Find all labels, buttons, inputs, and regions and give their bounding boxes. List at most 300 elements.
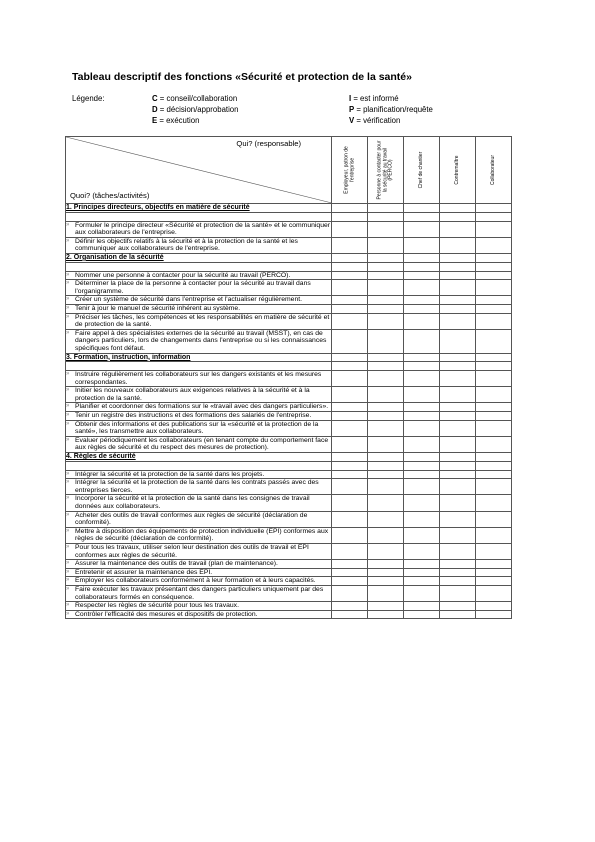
assignment-cell[interactable] [368, 577, 404, 586]
table-row [66, 527, 512, 543]
bullet-icon: » [66, 304, 70, 311]
assignment-cell[interactable] [440, 403, 476, 412]
task-cell [66, 403, 332, 412]
table-row [66, 403, 512, 412]
table-row [66, 610, 512, 619]
assignment-cell[interactable] [440, 577, 476, 586]
task-cell [66, 479, 332, 495]
assignment-cell[interactable] [476, 304, 512, 313]
assignment-cell[interactable] [404, 353, 440, 362]
task-text: Formuler le principe directeur «Sécurité et protection de la santé» et le communiquer aux collaborateurs de l'entreprise. [75, 221, 331, 237]
task-text: Initier les nouveaux collaborateurs aux exigences relatives à la sécurité et à la protection de la santé. [75, 387, 310, 402]
bullet-icon: » [66, 371, 70, 378]
assignment-cell[interactable] [440, 585, 476, 601]
task-cell [66, 602, 332, 611]
assignment-cell[interactable] [404, 403, 440, 412]
assignment-cell[interactable] [440, 313, 476, 329]
assignment-cell[interactable] [404, 585, 440, 601]
assignment-cell[interactable] [368, 403, 404, 412]
column-header-contremaitre: Contremaître [440, 137, 476, 204]
assignment-cell[interactable] [476, 511, 512, 527]
table-row [66, 511, 512, 527]
task-text: Pour tous les travaux, utiliser selon leur destination des outils de travail et EPI conformes aux règles de sécurité. [75, 543, 309, 559]
assignment-cell[interactable] [368, 585, 404, 601]
assignment-cell[interactable] [476, 280, 512, 296]
assignment-cell[interactable] [332, 271, 368, 280]
assignment-cell[interactable] [404, 543, 440, 559]
task-cell [66, 296, 332, 305]
assignment-cell[interactable] [440, 461, 476, 470]
task-text: Obtenir des informations et des publications sur la «sécurité et la protection de la santé», les transmettre aux collaborateurs. [75, 420, 319, 436]
task-text: Faire appel à des spécialistes externes de la sécurité au travail (MSST), en cas de dangers particuliers, lors de changements dans l'entreprise ou si les connaissances spécifiques font défaut. [75, 329, 327, 352]
task-text: Créer un système de sécurité dans l'entreprise et l'actualiser régulièrement. [75, 296, 302, 304]
assignment-cell[interactable] [368, 271, 404, 280]
bullet-icon: » [66, 543, 70, 550]
task-cell [66, 527, 332, 543]
table-row [66, 479, 512, 495]
assignment-cell[interactable] [368, 568, 404, 577]
assignment-cell[interactable] [332, 511, 368, 527]
task-text: Acheter des outils de travail conformes aux règles de sécurité (déclaration de conformité). [75, 511, 308, 527]
section-header-row [66, 253, 512, 262]
assignment-cell[interactable] [332, 436, 368, 452]
task-cell [66, 568, 332, 577]
assignment-cell[interactable] [476, 387, 512, 403]
assignment-cell[interactable] [440, 253, 476, 262]
assignment-cell[interactable] [476, 568, 512, 577]
assignment-cell[interactable] [440, 221, 476, 237]
assignment-cell[interactable] [476, 221, 512, 237]
table-row [66, 577, 512, 586]
assignment-cell[interactable] [332, 237, 368, 253]
section-title: 4. Règles de sécurité [66, 453, 332, 462]
spacer-cell [66, 262, 332, 271]
bullet-icon: » [66, 280, 70, 287]
assignment-cell[interactable] [440, 271, 476, 280]
assignment-cell[interactable] [368, 221, 404, 237]
task-cell [66, 304, 332, 313]
assignment-cell[interactable] [476, 495, 512, 511]
assignment-cell[interactable] [476, 262, 512, 271]
column-header-chef-de-chantier: Chef de chantier [404, 137, 440, 204]
table-row [66, 412, 512, 421]
spacer-cell [66, 461, 332, 470]
bullet-icon: » [66, 479, 70, 486]
spacer-row [66, 461, 512, 470]
bullet-icon: » [66, 602, 70, 609]
legend-item-p: P = planification/requête [349, 105, 433, 114]
assignment-cell[interactable] [404, 204, 440, 213]
assignment-cell[interactable] [332, 495, 368, 511]
bullet-icon: » [66, 511, 70, 518]
table-row [66, 271, 512, 280]
assignment-cell[interactable] [476, 412, 512, 421]
assignment-cell[interactable] [440, 479, 476, 495]
assignment-cell[interactable] [476, 585, 512, 601]
assignment-cell[interactable] [332, 461, 368, 470]
assignment-cell[interactable] [332, 313, 368, 329]
assignment-cell[interactable] [368, 511, 404, 527]
column-header-collaborateur: Collaborateur [476, 137, 512, 204]
assignment-cell[interactable] [404, 362, 440, 371]
assignment-cell[interactable] [404, 470, 440, 479]
bullet-icon: » [66, 470, 70, 477]
assignment-cell[interactable] [404, 212, 440, 221]
section-header-row [66, 204, 512, 213]
legend-item-e: E = exécution [152, 116, 200, 125]
column-header-perco: Personne à contacter pour la sécurité au travail (PERCO) [368, 137, 404, 204]
assignment-cell[interactable] [440, 371, 476, 387]
task-text: Tenir à jour le manuel de sécurité inhérent au système. [75, 304, 241, 312]
bullet-icon: » [66, 296, 70, 303]
assignment-cell[interactable] [404, 495, 440, 511]
assignment-cell[interactable] [368, 461, 404, 470]
task-cell [66, 495, 332, 511]
task-cell [66, 329, 332, 353]
task-cell [66, 412, 332, 421]
assignment-cell[interactable] [404, 560, 440, 569]
section-header-row [66, 353, 512, 362]
assignment-cell[interactable] [404, 461, 440, 470]
assignment-cell[interactable] [368, 253, 404, 262]
table-row [66, 585, 512, 601]
assignment-cell[interactable] [368, 387, 404, 403]
assignment-cell[interactable] [440, 329, 476, 353]
assignment-cell[interactable] [368, 412, 404, 421]
assignment-cell[interactable] [404, 296, 440, 305]
assignment-cell[interactable] [476, 329, 512, 353]
task-cell [66, 543, 332, 559]
bullet-icon: » [66, 577, 70, 584]
legend-item-d: D = décision/approbation [152, 105, 239, 114]
assignment-cell[interactable] [368, 436, 404, 452]
assignment-cell[interactable] [476, 453, 512, 462]
assignment-cell[interactable] [404, 329, 440, 353]
assignment-cell[interactable] [368, 204, 404, 213]
task-text: Instruire régulièrement les collaborateurs sur les dangers existants et les mesures correspondantes. [75, 371, 322, 386]
assignment-cell[interactable] [440, 353, 476, 362]
assignment-cell[interactable] [404, 420, 440, 436]
assignment-cell[interactable] [404, 602, 440, 611]
table-row [66, 329, 512, 353]
bullet-icon: » [66, 568, 70, 575]
assignment-cell[interactable] [440, 280, 476, 296]
table-row [66, 470, 512, 479]
assignment-cell[interactable] [332, 602, 368, 611]
bullet-icon: » [66, 237, 70, 244]
bullet-icon: » [66, 420, 70, 427]
assignment-cell[interactable] [404, 610, 440, 619]
assignment-cell[interactable] [476, 204, 512, 213]
task-cell [66, 560, 332, 569]
assignment-cell[interactable] [332, 296, 368, 305]
table-row [66, 602, 512, 611]
assignment-cell[interactable] [476, 313, 512, 329]
assignment-cell[interactable] [476, 403, 512, 412]
assignment-cell[interactable] [332, 568, 368, 577]
assignment-cell[interactable] [368, 543, 404, 559]
assignment-cell[interactable] [476, 470, 512, 479]
task-cell [66, 221, 332, 237]
task-cell [66, 511, 332, 527]
task-text: Employer les collaborateurs conformément à leur formation et à leurs capacités. [75, 577, 316, 585]
assignment-cell[interactable] [332, 560, 368, 569]
bullet-icon: » [66, 329, 70, 336]
qui-label: Qui? (responsable) [236, 139, 301, 148]
assignment-cell[interactable] [440, 296, 476, 305]
task-cell [66, 237, 332, 253]
assignment-cell[interactable] [368, 353, 404, 362]
task-text: Mettre à disposition des équipements de protection individuelle (EPI) conformes aux règles de sécurité (déclaration de conformité). [75, 527, 329, 543]
assignment-cell[interactable] [440, 568, 476, 577]
assignment-cell[interactable] [404, 412, 440, 421]
assignment-cell[interactable] [368, 212, 404, 221]
assignment-cell[interactable] [404, 387, 440, 403]
assignment-cell[interactable] [404, 568, 440, 577]
assignment-cell[interactable] [440, 237, 476, 253]
assignment-cell[interactable] [440, 362, 476, 371]
assignment-cell[interactable] [332, 212, 368, 221]
bullet-icon: » [66, 436, 70, 443]
task-text: Contrôler l'efficacité des mesures et dispositifs de protection. [75, 610, 258, 618]
assignment-cell[interactable] [476, 371, 512, 387]
task-text: Incorporer la sécurité et la protection de la santé dans les consignes de travail données aux collaborateurs. [75, 495, 310, 510]
assignment-cell[interactable] [368, 313, 404, 329]
assignment-cell[interactable] [368, 296, 404, 305]
header-diagonal-cell [66, 137, 332, 204]
assignment-cell[interactable] [368, 304, 404, 313]
assignment-cell[interactable] [332, 543, 368, 559]
task-cell [66, 371, 332, 387]
assignment-cell[interactable] [404, 271, 440, 280]
assignment-cell[interactable] [404, 371, 440, 387]
assignment-cell[interactable] [476, 237, 512, 253]
assignment-cell[interactable] [476, 362, 512, 371]
task-text: Assurer la maintenance des outils de travail (plan de maintenance). [75, 560, 278, 568]
assignment-cell[interactable] [404, 262, 440, 271]
assignment-cell[interactable] [476, 420, 512, 436]
assignment-cell[interactable] [440, 495, 476, 511]
assignment-cell[interactable] [476, 353, 512, 362]
task-text: Evaluer périodiquement les collaborateurs (en tenant compte du comportement face aux règles de sécurité et du respect des mesures de protection). [75, 436, 329, 452]
bullet-icon: » [66, 495, 70, 502]
table-row [66, 420, 512, 436]
assignment-cell[interactable] [440, 560, 476, 569]
table-row [66, 560, 512, 569]
assignment-cell[interactable] [476, 461, 512, 470]
task-text: Préciser les tâches, les compétences et les responsabilités en matière de sécurité et de protection de la santé. [75, 313, 330, 329]
assignment-cell[interactable] [440, 543, 476, 559]
spacer-row [66, 212, 512, 221]
legend-label: Légende: [72, 94, 105, 103]
assignment-cell[interactable] [440, 511, 476, 527]
quoi-label: Quoi? (tâches/activités) [70, 191, 150, 200]
assignment-cell[interactable] [476, 271, 512, 280]
bullet-icon: » [66, 313, 70, 320]
assignment-cell[interactable] [440, 204, 476, 213]
legend-item-v: V = vérification [349, 116, 401, 125]
table-row [66, 543, 512, 559]
assignment-cell[interactable] [368, 262, 404, 271]
assignment-cell[interactable] [440, 610, 476, 619]
assignment-cell[interactable] [368, 420, 404, 436]
bullet-icon: » [66, 403, 70, 410]
table-row [66, 296, 512, 305]
assignment-cell[interactable] [440, 453, 476, 462]
assignment-cell[interactable] [368, 329, 404, 353]
section-title: 1. Principes directeurs, objectifs en matière de sécurité [66, 204, 332, 213]
assignment-cell[interactable] [332, 304, 368, 313]
assignment-cell[interactable] [368, 470, 404, 479]
assignment-cell[interactable] [332, 262, 368, 271]
assignment-cell[interactable] [404, 304, 440, 313]
assignment-cell[interactable] [332, 204, 368, 213]
assignment-cell[interactable] [332, 362, 368, 371]
assignment-cell[interactable] [332, 470, 368, 479]
assignment-cell[interactable] [332, 479, 368, 495]
task-cell [66, 420, 332, 436]
assignment-cell[interactable] [440, 436, 476, 452]
task-cell [66, 470, 332, 479]
assignment-cell[interactable] [404, 453, 440, 462]
task-cell [66, 577, 332, 586]
table-row [66, 221, 512, 237]
table-row [66, 237, 512, 253]
assignment-cell[interactable] [368, 371, 404, 387]
assignment-cell[interactable] [404, 436, 440, 452]
task-text: Planifier et coordonner des formations sur le «travail avec des dangers particuliers». [75, 403, 329, 411]
assignment-cell[interactable] [404, 527, 440, 543]
assignment-cell[interactable] [368, 237, 404, 253]
spacer-row [66, 262, 512, 271]
legend [72, 94, 532, 128]
section-title: 2. Organisation de la sécurité [66, 253, 332, 262]
bullet-icon: » [66, 560, 70, 567]
assignment-cell[interactable] [440, 420, 476, 436]
assignment-cell[interactable] [368, 479, 404, 495]
assignment-cell[interactable] [332, 403, 368, 412]
assignment-cell[interactable] [404, 511, 440, 527]
assignment-cell[interactable] [440, 304, 476, 313]
assignment-cell[interactable] [440, 412, 476, 421]
legend-item-c: C = conseil/collaboration [152, 94, 238, 103]
task-text: Tenir un registre des instructions et des formations des salariés de l'entreprise. [75, 412, 312, 420]
task-cell [66, 436, 332, 452]
assignment-cell[interactable] [404, 479, 440, 495]
task-text: Intégrer la sécurité et la protection de la santé dans les contrats passés avec des entreprises tierces. [75, 479, 319, 494]
table-row [66, 495, 512, 511]
assignment-cell[interactable] [368, 602, 404, 611]
table-row [66, 568, 512, 577]
assignment-cell[interactable] [404, 221, 440, 237]
assignment-cell[interactable] [368, 495, 404, 511]
assignment-cell[interactable] [332, 420, 368, 436]
assignment-cell[interactable] [440, 387, 476, 403]
bullet-icon: » [66, 412, 70, 419]
assignment-cell[interactable] [332, 585, 368, 601]
task-text: Intégrer la sécurité et la protection de la santé dans les projets. [75, 470, 265, 478]
bullet-icon: » [66, 527, 70, 534]
assignment-cell[interactable] [332, 610, 368, 619]
table-header-row [66, 137, 512, 204]
table-row [66, 371, 512, 387]
task-text: Déterminer la place de la personne à contacter pour la sécurité au travail dans l'organigramme. [75, 280, 311, 295]
assignment-cell[interactable] [368, 362, 404, 371]
assignment-cell[interactable] [332, 329, 368, 353]
assignment-cell[interactable] [476, 479, 512, 495]
assignment-cell[interactable] [332, 387, 368, 403]
assignment-cell[interactable] [368, 527, 404, 543]
assignment-cell[interactable] [404, 313, 440, 329]
bullet-icon: » [66, 387, 70, 394]
table-row [66, 387, 512, 403]
assignment-cell[interactable] [332, 353, 368, 362]
assignment-cell[interactable] [440, 602, 476, 611]
task-text: Nommer une personne à contacter pour la sécurité au travail (PERCO). [75, 271, 291, 279]
assignment-cell[interactable] [368, 610, 404, 619]
assignment-cell[interactable] [476, 527, 512, 543]
assignment-cell[interactable] [332, 412, 368, 421]
assignment-cell[interactable] [368, 280, 404, 296]
table-row [66, 280, 512, 296]
assignment-cell[interactable] [332, 371, 368, 387]
task-cell [66, 585, 332, 601]
assignment-cell[interactable] [332, 453, 368, 462]
task-text: Faire exécuter les travaux présentant des dangers particuliers uniquement par des collaborateurs formés en conséquence. [75, 585, 324, 601]
assignment-cell[interactable] [368, 453, 404, 462]
assignment-cell[interactable] [476, 253, 512, 262]
assignment-cell[interactable] [476, 543, 512, 559]
assignment-cell[interactable] [332, 253, 368, 262]
assignment-cell[interactable] [476, 296, 512, 305]
assignment-cell[interactable] [404, 577, 440, 586]
task-text: Entretenir et assurer la maintenance des EPI. [75, 568, 213, 576]
assignment-cell[interactable] [476, 212, 512, 221]
assignment-cell[interactable] [332, 221, 368, 237]
assignment-cell[interactable] [440, 527, 476, 543]
section-header-row [66, 453, 512, 462]
assignment-cell[interactable] [332, 280, 368, 296]
task-cell [66, 610, 332, 619]
bullet-icon: » [66, 221, 70, 228]
task-text: Définir les objectifs relatifs à la sécurité et à la protection de la santé et les communiquer aux collaborateurs de l'entreprise. [75, 237, 298, 253]
assignment-cell[interactable] [476, 560, 512, 569]
assignment-cell[interactable] [404, 253, 440, 262]
legend-item-i: I = est informé [349, 94, 399, 103]
responsibility-table [65, 136, 512, 619]
assignment-cell[interactable] [476, 577, 512, 586]
assignment-cell[interactable] [332, 577, 368, 586]
bullet-icon: » [66, 271, 70, 278]
assignment-cell[interactable] [404, 237, 440, 253]
assignment-cell[interactable] [476, 602, 512, 611]
assignment-cell[interactable] [440, 470, 476, 479]
spacer-cell [66, 362, 332, 371]
table-body [66, 204, 512, 619]
assignment-cell[interactable] [440, 212, 476, 221]
assignment-cell[interactable] [332, 527, 368, 543]
assignment-cell[interactable] [404, 280, 440, 296]
task-cell [66, 280, 332, 296]
assignment-cell[interactable] [476, 436, 512, 452]
task-cell [66, 271, 332, 280]
task-text: Respecter les règles de sécurité pour tous les travaux. [75, 602, 239, 610]
assignment-cell[interactable] [368, 560, 404, 569]
bullet-icon: » [66, 610, 70, 617]
assignment-cell[interactable] [476, 610, 512, 619]
section-title: 3. Formation, instruction, information [66, 353, 332, 362]
assignment-cell[interactable] [440, 262, 476, 271]
